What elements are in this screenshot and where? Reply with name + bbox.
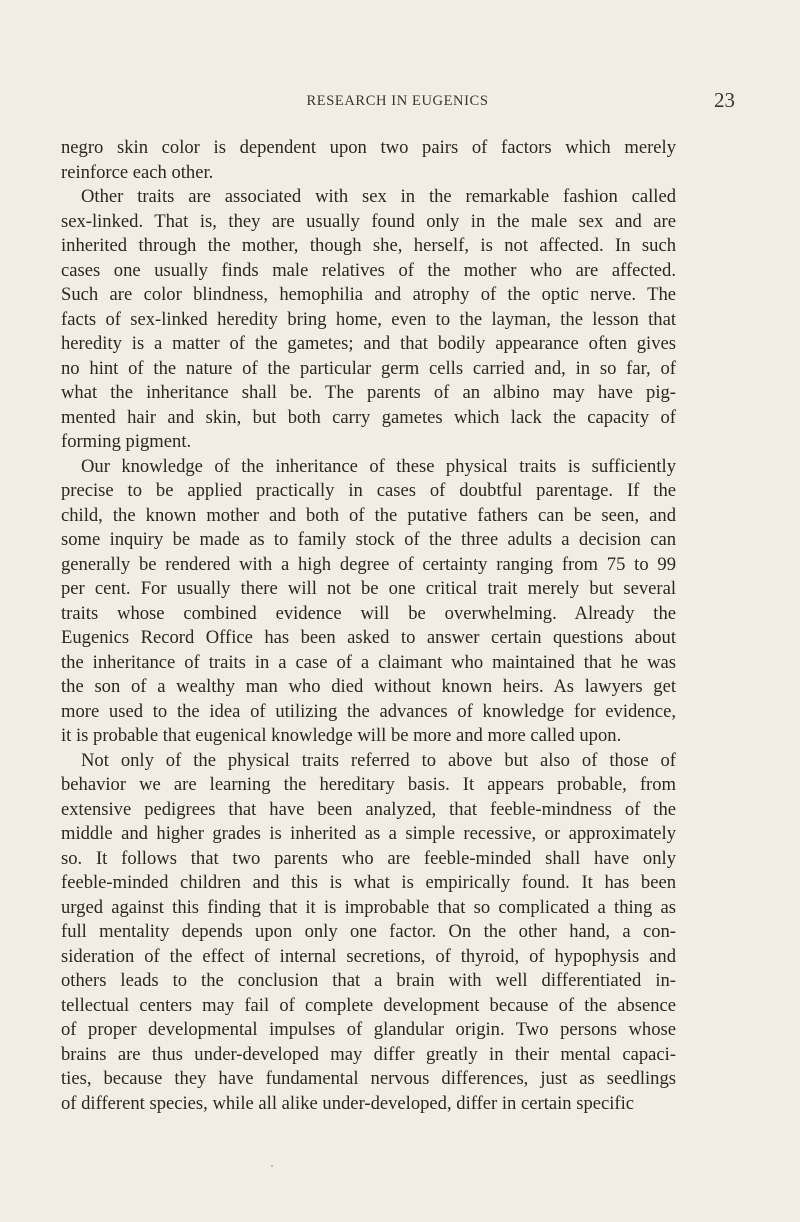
text-line: full mentality depends upon only one factor. On the other hand, a con-	[61, 921, 676, 942]
text-line: middle and higher grades is inherited as a simple recessive, or approximately	[61, 823, 676, 844]
text-line: what the inheritance shall be. The parents of an albino may have pig-	[61, 382, 676, 403]
text-line: Other traits are associated with sex in the remarkable fashion called	[81, 186, 676, 207]
text-line: behavior we are learning the hereditary basis. It appears probable, from	[61, 774, 676, 795]
text-line: child, the known mother and both of the putative fathers can be seen, and	[61, 504, 676, 526]
text-line: facts of sex-linked heredity bring home, even to the layman, the lesson that	[61, 308, 676, 330]
text-line: Eugenics Record Office has been asked to answer certain questions about	[61, 627, 676, 648]
text-line: extensive pedigrees that have been analyzed, that feeble-mindness of the	[61, 798, 676, 820]
text-line: others leads to the conclusion that a brain with well differentiated in-	[61, 970, 676, 991]
text-line: Such are color blindness, hemophilia and atrophy of the optic nerve. The	[61, 284, 676, 305]
text-line: reinforce each other.	[61, 161, 214, 183]
paper-speck	[271, 1165, 273, 1167]
text-line: generally be rendered with a high degree of certainty ranging from 75 to 99	[61, 553, 676, 575]
running-head	[60, 88, 735, 117]
running-title: RESEARCH IN EUGENICS	[306, 93, 489, 109]
text-line: no hint of the nature of the particular germ cells carried and, in so far, of	[61, 357, 676, 379]
text-line: it is probable that eugenical knowledge will be more and more called upon.	[61, 725, 622, 746]
text-line: Not only of the physical traits referred to above but also of those of	[81, 749, 676, 771]
page-number: 23	[714, 88, 735, 112]
text-line: the son of a wealthy man who died without known heirs. As lawyers get	[61, 676, 676, 697]
text-line: the inheritance of traits in a case of a claimant who maintained that he was	[61, 651, 676, 673]
text-line: sideration of the effect of internal secretions, of thyroid, of hypophysis and	[61, 945, 676, 967]
text-line: precise to be applied practically in cases of doubtful parentage. If the	[61, 480, 676, 501]
text-line: forming pigment.	[61, 431, 192, 452]
text-line: inherited through the mother, though she, herself, is not affected. In such	[61, 235, 676, 256]
text-line: ties, because they have fundamental nervous differences, just as seedlings	[61, 1068, 676, 1089]
text-line: per cent. For usually there will not be one critical trait merely but several	[61, 578, 676, 599]
text-line: of proper developmental impulses of glandular origin. Two persons whose	[61, 1019, 676, 1040]
text-line: traits whose combined evidence will be overwhelming. Already the	[61, 602, 676, 624]
text-line: brains are thus under-developed may differ greatly in their mental capaci-	[61, 1043, 676, 1065]
text-line: more used to the idea of utilizing the advances of knowledge for evidence,	[61, 700, 676, 722]
text-line: negro skin color is dependent upon two pairs of factors which merely	[61, 137, 676, 158]
text-line: of different species, while all alike under-developed, differ in certain specific	[61, 1092, 635, 1114]
text-line: some inquiry be made as to family stock of the three adults a decision can	[61, 529, 676, 550]
text-line: urged against this finding that it is improbable that so complicated a thing as	[61, 896, 676, 918]
text-line: heredity is a matter of the gametes; and that bodily appearance often gives	[61, 333, 676, 354]
text-line: sex-linked. That is, they are usually found only in the male sex and are	[61, 210, 676, 232]
text-line: Our knowledge of the inheritance of these physical traits is sufficiently	[81, 455, 676, 477]
text-line: tellectual centers may fail of complete development because of the absence	[61, 994, 676, 1016]
text-line: so. It follows that two parents who are feeble-minded shall have only	[61, 847, 676, 869]
text-line: cases one usually finds male relatives of the mother who are affected.	[61, 259, 676, 281]
text-line: feeble-minded children and this is what is empirically found. It has been	[61, 872, 676, 893]
text-line: mented hair and skin, but both carry gametes which lack the capacity of	[61, 406, 676, 428]
body-text	[61, 136, 676, 1206]
